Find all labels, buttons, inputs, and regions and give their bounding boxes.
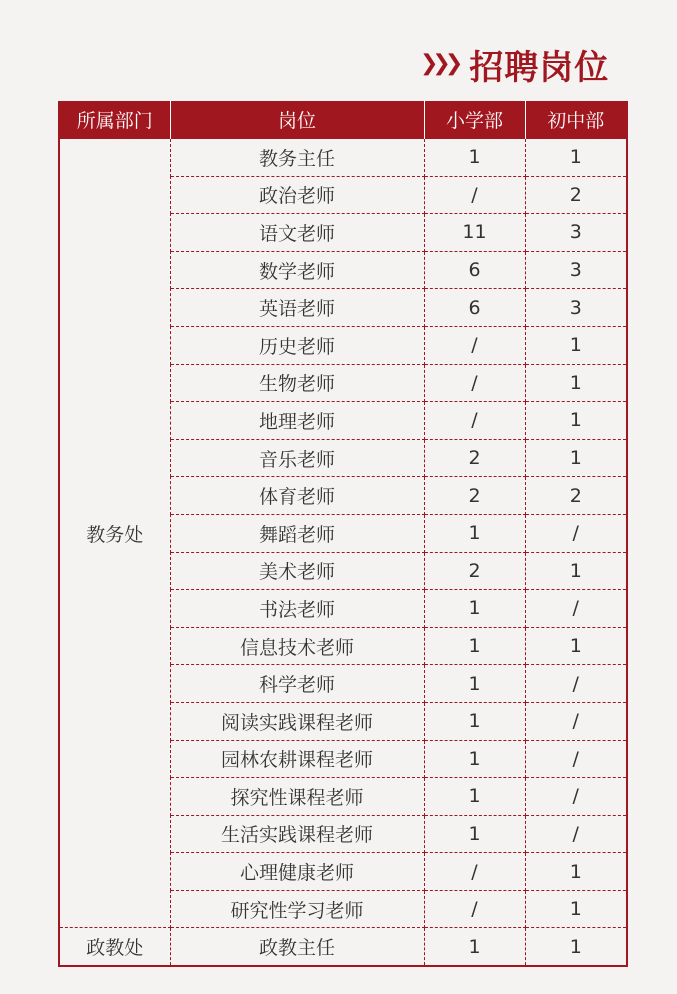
middle-count-cell: 2	[525, 477, 627, 515]
middle-count-cell: 1	[525, 439, 627, 477]
position-cell: 研究性学习老师	[170, 890, 424, 928]
position-cell: 科学老师	[170, 665, 424, 703]
page-title: 招聘岗位	[469, 47, 610, 88]
position-cell: 政治老师	[170, 176, 424, 214]
position-cell: 体育老师	[170, 477, 424, 515]
position-cell: 教务主任	[170, 139, 424, 177]
middle-count-cell: /	[525, 740, 627, 778]
primary-count-cell: 11	[424, 214, 525, 252]
middle-count-cell: /	[525, 590, 627, 628]
position-cell: 书法老师	[170, 590, 424, 628]
position-cell: 心理健康老师	[170, 853, 424, 891]
header-primary-school: 小学部	[424, 101, 525, 139]
primary-count-cell: 2	[424, 439, 525, 477]
table-header	[59, 101, 627, 139]
table-row	[59, 139, 627, 177]
primary-count-cell: 6	[424, 289, 525, 327]
primary-count-cell: /	[424, 402, 525, 440]
middle-count-cell: 3	[525, 251, 627, 289]
middle-count-cell: /	[525, 702, 627, 740]
position-cell: 探究性课程老师	[170, 778, 424, 816]
position-cell: 生活实践课程老师	[170, 815, 424, 853]
primary-count-cell: 1	[424, 778, 525, 816]
position-cell: 舞蹈老师	[170, 514, 424, 552]
primary-count-cell: /	[424, 364, 525, 402]
primary-count-cell: 6	[424, 251, 525, 289]
middle-count-cell: /	[525, 815, 627, 853]
middle-count-cell: 1	[525, 364, 627, 402]
primary-count-cell: 1	[424, 740, 525, 778]
position-cell: 数学老师	[170, 251, 424, 289]
middle-count-cell: /	[525, 778, 627, 816]
table-body	[59, 139, 627, 967]
position-cell: 历史老师	[170, 326, 424, 364]
primary-count-cell: /	[424, 853, 525, 891]
position-cell: 地理老师	[170, 402, 424, 440]
position-cell: 政教主任	[170, 928, 424, 966]
primary-count-cell: 2	[424, 552, 525, 590]
middle-count-cell: 1	[525, 326, 627, 364]
primary-count-cell: /	[424, 176, 525, 214]
middle-count-cell: /	[525, 514, 627, 552]
department-cell: 政教处	[59, 928, 170, 966]
primary-count-cell: /	[424, 326, 525, 364]
middle-count-cell: /	[525, 665, 627, 703]
position-cell: 语文老师	[170, 214, 424, 252]
recruitment-table	[58, 101, 628, 967]
middle-count-cell: 1	[525, 853, 627, 891]
position-cell: 阅读实践课程老师	[170, 702, 424, 740]
position-cell: 音乐老师	[170, 439, 424, 477]
header-row	[59, 101, 627, 139]
middle-count-cell: 1	[525, 928, 627, 966]
middle-count-cell: 1	[525, 627, 627, 665]
middle-count-cell: 1	[525, 890, 627, 928]
primary-count-cell: 1	[424, 815, 525, 853]
primary-count-cell: 1	[424, 139, 525, 177]
middle-count-cell: 1	[525, 402, 627, 440]
primary-count-cell: 2	[424, 477, 525, 515]
primary-count-cell: 1	[424, 928, 525, 966]
table-row	[59, 928, 627, 966]
header-department: 所属部门	[59, 101, 170, 139]
primary-count-cell: 1	[424, 590, 525, 628]
department-cell: 教务处	[59, 139, 170, 928]
primary-count-cell: /	[424, 890, 525, 928]
primary-count-cell: 1	[424, 665, 525, 703]
primary-count-cell: 1	[424, 627, 525, 665]
chevrons-icon: ❯❯❯	[420, 51, 458, 76]
middle-count-cell: 3	[525, 214, 627, 252]
header-middle-school: 初中部	[525, 101, 627, 139]
middle-count-cell: 3	[525, 289, 627, 327]
primary-count-cell: 1	[424, 514, 525, 552]
primary-count-cell: 1	[424, 702, 525, 740]
middle-count-cell: 1	[525, 139, 627, 177]
header-position: 岗位	[170, 101, 424, 139]
position-cell: 美术老师	[170, 552, 424, 590]
page-heading	[420, 42, 640, 86]
middle-count-cell: 1	[525, 552, 627, 590]
position-cell: 生物老师	[170, 364, 424, 402]
position-cell: 英语老师	[170, 289, 424, 327]
position-cell: 园林农耕课程老师	[170, 740, 424, 778]
middle-count-cell: 2	[525, 176, 627, 214]
position-cell: 信息技术老师	[170, 627, 424, 665]
